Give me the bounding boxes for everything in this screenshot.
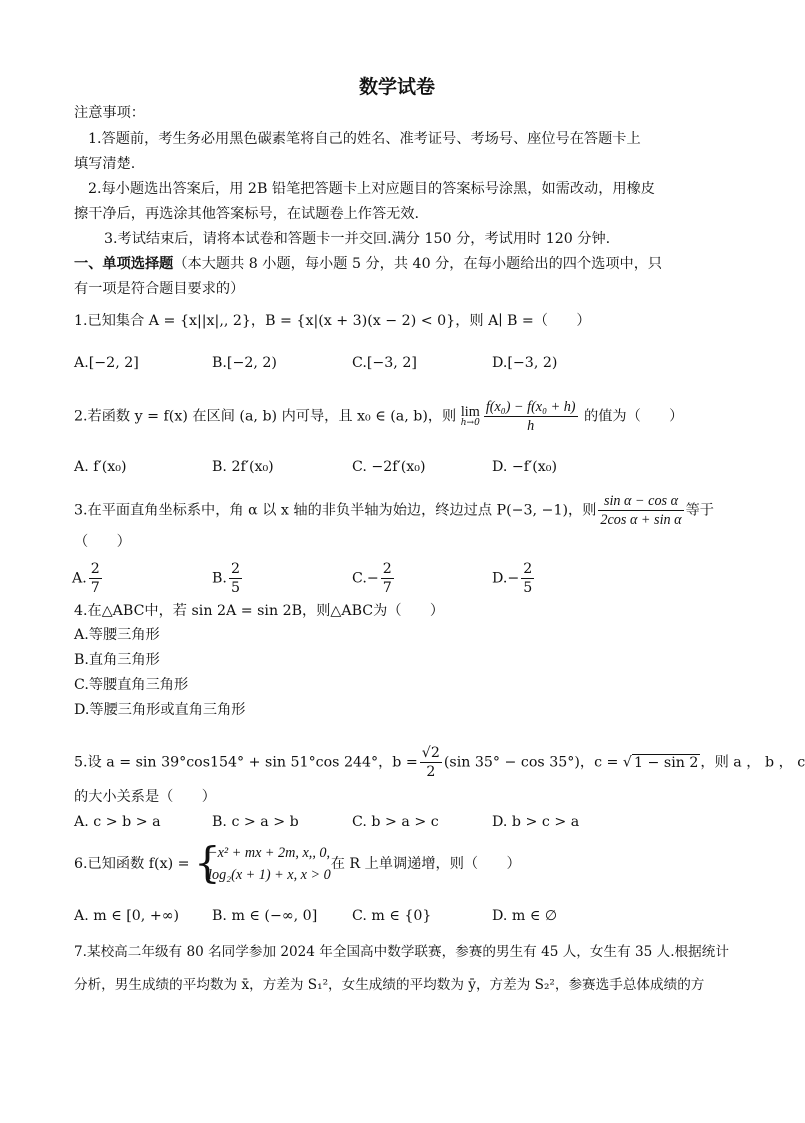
section1-header [74, 254, 662, 274]
q2-option-b: B. 2f′(x₀) [212, 459, 274, 475]
section1-desc-cont: 有一项是符合题目要求的） [74, 281, 245, 297]
q3-stem-cont: （ ） [74, 534, 131, 550]
q4-stem: 4.在△ABC中，若 sin 2A = sin 2B，则△ABC为（ ） [74, 603, 445, 619]
q3-option-d: D.− $\frac{2}{5}$ [492, 561, 533, 596]
q6-option-b: B. m ∈ (−∞, 0] [212, 908, 318, 924]
q2-stem [74, 398, 683, 435]
q2-option-a: A. f′(x₀) [74, 459, 127, 475]
q2-fraction: $\frac{\text{f(x₀) − f(x₀ + h)}}{h}$ [485, 399, 576, 434]
q3-option-a: A. $\frac{2}{7}$ [72, 561, 100, 596]
notice-heading: 注意事项： [74, 105, 145, 121]
q5-c-radicand: 1 − sin 2 [633, 754, 699, 771]
q3-fraction: $\frac{\text{sin α − cos α}}{\text{2cos α + sin α}}$ [600, 493, 682, 528]
q7-stem-cont: 分析，男生成绩的平均数为 x̄，方差为 S₁²，女生成绩的平均数为 ȳ，方差为 S₂²，参赛选手总体成绩的方 [74, 977, 705, 993]
page-title: 数学试卷 [358, 76, 435, 98]
notice-item-1-cont: 填写清楚. [74, 156, 136, 172]
notice-item-2-cont: 擦干净后，再选涂其他答案标号，在试题卷上作答无效. [74, 206, 420, 222]
q6-option-c: C. m ∈ {0} [352, 908, 432, 924]
q5-option-a: A. c > b > a [74, 814, 161, 830]
section1-desc: （本大题共 8 小题，每小题 5 分，共 40 分，在每小题给出的四个选项中，只 [173, 256, 663, 272]
q5-stem-cont: 的大小关系是（ ） [74, 789, 216, 805]
q4-option-c: C.等腰直角三角形 [74, 677, 189, 693]
q6-option-d: D. m ∈ ∅ [492, 908, 558, 924]
q2-limit: lim h→0 [460, 404, 480, 428]
notice-item-1: 1.答题前，考生务必用黑色碳素笔将自己的姓名、准考证号、考场号、座位号在答题卡上 [88, 131, 641, 147]
q2-stem-post: 的值为（ ） [584, 408, 684, 425]
q6-option-a: A. m ∈ [0, +∞) [74, 908, 180, 924]
q5-b-fraction: $\frac{√2}{2}$ [421, 745, 440, 780]
q2-stem-pre: 2.若函数 y = f(x) 在区间 (a, b) 内可导，且 x₀ ∈ (a, b)，则 [74, 408, 457, 425]
section1-heading: 一、单项选择题 [74, 256, 174, 272]
q3-stem-pre: 3.在平面直角坐标系中，角 α 以 x 轴的非负半轴为始边，终边过点 P(−3, −1)，则 [74, 502, 597, 519]
q6-stem: 6.已知函数 f(x) = { −x² + mx + 2m, x,, 0, log₂(x + 1) + x, x > 0 在 R 上单调递增，则（ ） [74, 838, 521, 887]
q5-stem: 5.设 a = sin 39°cos154° + sin 51°cos 244°，b = $\frac{√2}{2}$ (sin 35° − cos 35°)，c = √ 1 − sin 2 ，则 a ， b ， c [74, 745, 805, 780]
q4-option-a: A.等腰三角形 [74, 627, 160, 643]
q3-option-c: C.− $\frac{2}{7}$ [352, 561, 392, 596]
q1-option-a: A.[−2, 2] [74, 355, 139, 371]
q7-stem: 7.某校高二年级有 80 名同学参加 2024 年全国高中数学联赛，参赛的男生有 45 人，女生有 35 人.根据统计 [74, 944, 729, 960]
q5-option-d: D. b > c > a [492, 814, 580, 830]
q5-option-b: B. c > a > b [212, 814, 299, 830]
q6-piecewise: { −x² + mx + 2m, x,, 0, log₂(x + 1) + x, x > 0 [194, 838, 331, 887]
q4-option-d: D.等腰三角形或直角三角形 [74, 702, 246, 718]
q2-option-c: C. −2f′(x₀) [352, 459, 426, 475]
q3-stem [74, 492, 714, 529]
q3-stem-post: 等于 [685, 502, 714, 519]
notice-item-2: 2.每小题选出答案后，用 2B 铅笔把答题卡上对应题目的答案标号涂黑，如需改动，用橡皮 [88, 181, 655, 197]
q1-option-c: C.[−3, 2] [352, 355, 417, 371]
q4-option-b: B.直角三角形 [74, 652, 160, 668]
q3-option-b: B. $\frac{2}{5}$ [212, 561, 240, 596]
q1-option-d: D.[−3, 2) [492, 355, 558, 371]
q1-stem: 1.已知集合 A = {x||x|,, 2}，B = {x|(x + 3)(x − 2) < 0}，则 A∣ B =（ ） [74, 313, 591, 329]
q1-option-b: B.[−2, 2) [212, 355, 277, 371]
q5-option-c: C. b > a > c [352, 814, 439, 830]
notice-item-3: 3.考试结束后，请将本试卷和答题卡一并交回.满分 150 分，考试用时 120 分钟. [104, 231, 611, 247]
q2-option-d: D. −f′(x₀) [492, 459, 558, 475]
